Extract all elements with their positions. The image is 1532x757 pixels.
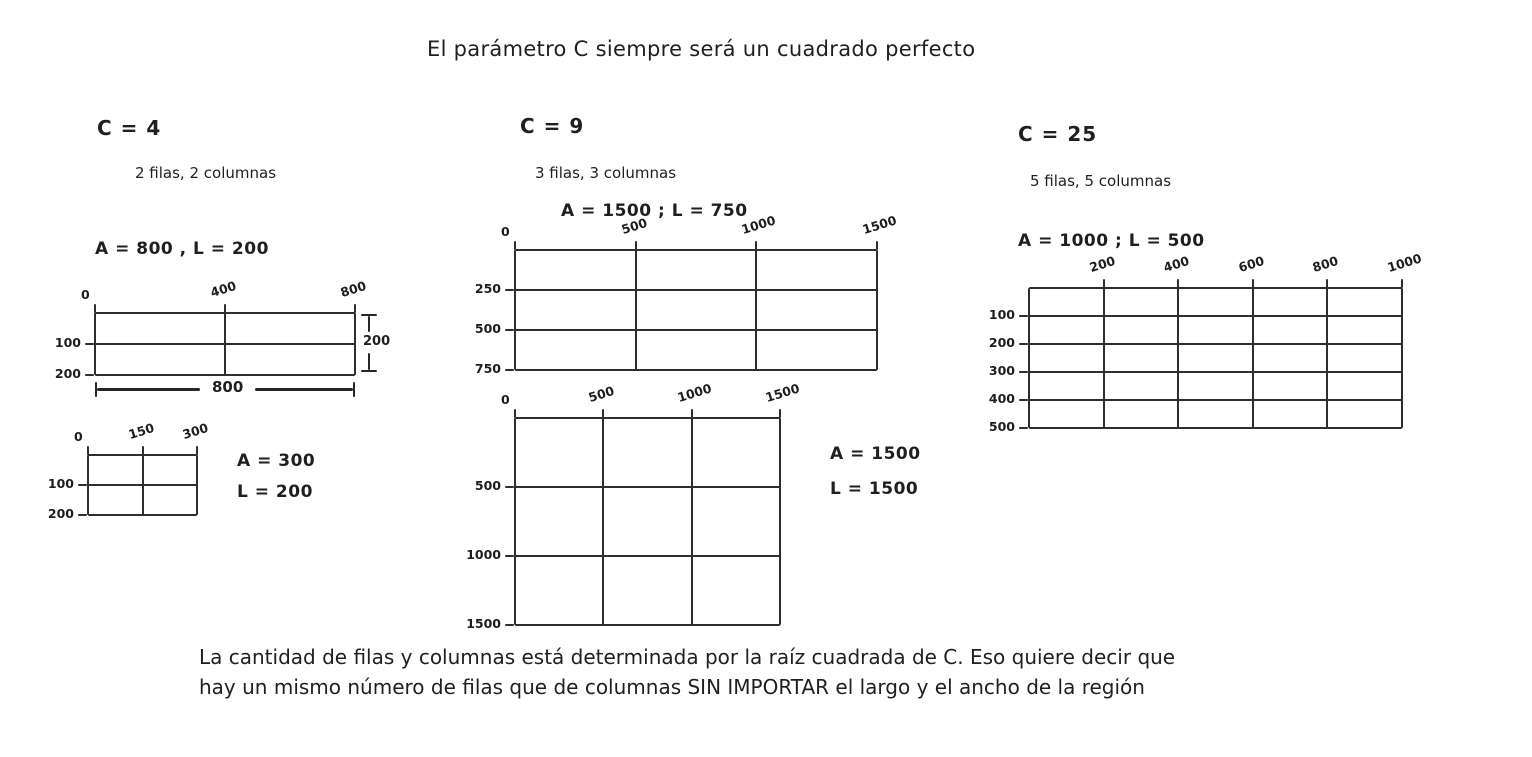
top-axis-tick <box>1252 279 1254 288</box>
grid-hline <box>515 555 780 557</box>
top-axis-tick <box>635 241 637 250</box>
top-axis-label: 200 <box>1087 253 1117 275</box>
left-axis-label: 100 <box>54 335 81 350</box>
section-c4-subheading: 2 filas, 2 columnas <box>135 164 277 182</box>
left-axis-tick <box>1019 399 1028 401</box>
section-c25-heading: C = 25 <box>1018 122 1098 146</box>
top-axis-label: 1000 <box>739 212 778 237</box>
left-axis-label: 400 <box>988 391 1015 406</box>
left-axis-label: 100 <box>988 307 1015 322</box>
left-axis-tick <box>505 555 514 557</box>
grid-hline <box>88 484 197 486</box>
left-axis-tick <box>85 343 94 345</box>
top-axis-label: 0 <box>501 224 510 239</box>
grid-vline <box>602 418 604 625</box>
top-axis-label: 1000 <box>675 380 713 405</box>
top-axis-label: 400 <box>1161 253 1192 275</box>
grid-vline <box>635 250 637 370</box>
left-axis-tick <box>78 514 87 516</box>
grid-c9-square-side-label: L = 1500 <box>830 479 919 499</box>
grid-c4-small-area-label: A = 300 <box>237 451 316 471</box>
left-axis-tick <box>505 624 514 626</box>
grid-vline <box>1177 288 1179 428</box>
footer-line-1: La cantidad de filas y columnas está determinada por la raíz cuadrada de C. Eso quiere decir que <box>199 645 1176 669</box>
grid-c9-square <box>466 380 802 631</box>
grid-hline <box>1029 399 1402 401</box>
grid-vline <box>691 418 693 625</box>
grid-hline <box>515 624 780 626</box>
top-axis-tick <box>1103 279 1105 288</box>
top-axis-label: 0 <box>501 392 510 407</box>
left-axis-label: 250 <box>474 281 501 296</box>
grid-vline <box>1252 288 1254 428</box>
top-axis-tick <box>94 304 96 313</box>
grid-hline <box>1029 427 1402 429</box>
left-axis-label: 200 <box>988 335 1015 350</box>
dim-bottom-bar <box>361 370 377 372</box>
grid-c4-small <box>47 420 210 521</box>
top-axis-label: 300 <box>180 420 210 442</box>
top-axis-tick <box>87 446 89 455</box>
grid-vline <box>514 250 516 370</box>
top-axis-label: 600 <box>1236 253 1266 275</box>
diagram-title: El parámetro C siempre será un cuadrado perfecto <box>427 37 976 61</box>
section-c9-heading: C = 9 <box>520 114 585 138</box>
top-axis-tick <box>514 241 516 250</box>
left-axis-tick <box>1019 371 1028 373</box>
grid-hline <box>515 329 877 331</box>
top-axis-label: 500 <box>586 383 617 405</box>
top-axis-label: 800 <box>1311 253 1341 275</box>
left-axis-label: 500 <box>474 478 501 493</box>
dim-bottom-stem <box>368 353 370 370</box>
left-axis-label: 100 <box>47 476 74 491</box>
grid-vline <box>514 418 516 625</box>
top-axis-tick <box>224 304 226 313</box>
left-axis-tick <box>78 484 87 486</box>
grid-hline <box>95 374 355 376</box>
left-axis-tick <box>505 369 514 371</box>
grid-hline <box>1029 343 1402 345</box>
top-axis-tick <box>779 409 781 418</box>
left-axis-tick <box>1019 427 1028 429</box>
grid-hline <box>515 289 877 291</box>
left-axis-label: 500 <box>988 419 1015 434</box>
top-axis-label: 400 <box>208 278 238 300</box>
grid-vline <box>876 250 878 370</box>
top-axis-tick <box>514 409 516 418</box>
grid-c25 <box>988 250 1424 434</box>
top-axis-tick <box>691 409 693 418</box>
section-c4-heading: C = 4 <box>97 116 162 140</box>
left-axis-label: 200 <box>47 506 74 521</box>
left-axis-tick <box>85 374 94 376</box>
grid-c4-small-side-label: L = 200 <box>237 482 313 502</box>
width-dim-label: 800 <box>212 378 244 396</box>
dim-top-stem <box>368 316 370 332</box>
top-axis-label: 0 <box>74 429 83 444</box>
section-c25-params: A = 1000 ; L = 500 <box>1018 231 1205 251</box>
top-axis-tick <box>196 446 198 455</box>
section-c9-params: A = 1500 ; L = 750 <box>561 201 748 221</box>
left-axis-label: 300 <box>988 363 1015 378</box>
grid-hline <box>515 369 877 371</box>
grid-hline <box>1029 287 1402 289</box>
grid-hline <box>515 486 780 488</box>
dim-right-tick <box>353 382 355 397</box>
left-axis-tick <box>505 289 514 291</box>
grid-hline <box>88 514 197 516</box>
height-dim-label: 200 <box>363 334 391 349</box>
grid-vline <box>1103 288 1105 428</box>
top-axis-tick <box>354 304 356 313</box>
top-axis-tick <box>876 241 878 250</box>
grid-hline <box>1029 371 1402 373</box>
left-axis-label: 1500 <box>466 616 501 631</box>
grid-vline <box>1326 288 1328 428</box>
top-axis-label: 150 <box>126 420 156 442</box>
top-axis-label: 1500 <box>763 380 802 405</box>
grid-hline <box>1029 315 1402 317</box>
grid-hline <box>515 249 877 251</box>
grid-vline <box>1028 288 1030 428</box>
top-axis-label: 1500 <box>860 212 899 237</box>
section-c4-params: A = 800 , L = 200 <box>95 239 269 259</box>
top-axis-label: 500 <box>619 215 649 237</box>
section-c25-subheading: 5 filas, 5 columnas <box>1030 172 1172 190</box>
top-axis-tick <box>1401 279 1403 288</box>
top-axis-tick <box>1177 279 1179 288</box>
top-axis-label: 1000 <box>1385 250 1424 275</box>
top-axis-label: 0 <box>81 287 90 302</box>
grid-c4-main <box>54 278 368 381</box>
dim-line-right <box>255 388 353 391</box>
grid-vline <box>1401 288 1403 428</box>
section-c9-subheading: 3 filas, 3 columnas <box>535 164 677 182</box>
grid-vline <box>779 418 781 625</box>
footer-line-2: hay un mismo número de filas que de columnas SIN IMPORTAR el largo y el ancho de la región <box>199 675 1145 699</box>
grid-c9-wide <box>474 212 899 376</box>
grid-hline <box>515 417 780 419</box>
left-axis-tick <box>505 486 514 488</box>
dim-line-left <box>97 388 200 391</box>
top-axis-tick <box>142 446 144 455</box>
left-axis-tick <box>1019 343 1028 345</box>
left-axis-label: 1000 <box>466 547 501 562</box>
grid-hline <box>95 343 355 345</box>
left-axis-label: 750 <box>474 361 501 376</box>
left-axis-tick <box>1019 315 1028 317</box>
grid-c9-square-area-label: A = 1500 <box>830 444 921 464</box>
left-axis-label: 500 <box>474 321 501 336</box>
left-axis-label: 200 <box>54 366 81 381</box>
top-axis-label: 800 <box>338 278 368 300</box>
left-axis-tick <box>505 329 514 331</box>
grid-vline <box>755 250 757 370</box>
